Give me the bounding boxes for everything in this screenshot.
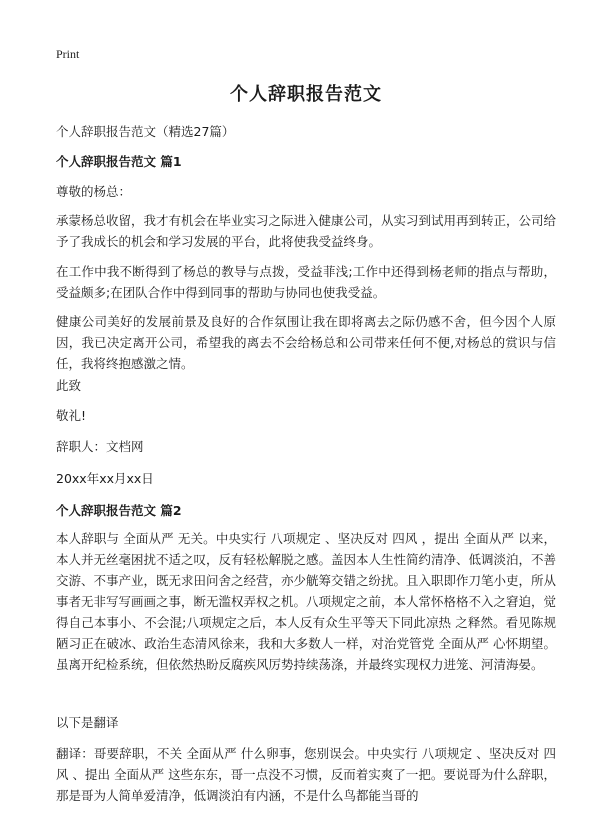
document-title: 个人辞职报告范文: [230, 84, 382, 105]
paragraph: 健康公司美好的发展前景及良好的合作氛围让我在即将离去之际仍感不舍，但今因个人原因，我已决定离开公司，希望我的离去不会给杨总和公司带来任何不便,对杨总的赏识与信任，我将终抱感激之情。: [56, 314, 556, 371]
section-heading: 个人辞职报告范文 篇2: [56, 503, 182, 518]
date-line: 20xx年xx月xx日: [56, 471, 154, 486]
paragraph: 以下是翻译: [56, 715, 119, 730]
closing-line: 敬礼!: [56, 408, 87, 423]
salutation: 尊敬的杨总：: [56, 184, 132, 199]
paragraph: 本人辞职与 全面从严 无关。中央实行 八项规定 、坚决反对 四风 ，提出 全面从严 以来，本人并无丝毫困扰不适之叹，反有轻松解脱之感。盖因本人生性简约清净、低调淡泊，不善交游、不事产业，既无求田问舍之经营，亦少觥筹交错之纷扰。且入职即作刀笔小吏，所从事者无非写写画画之事，断无滥权弄权之机。八项规定之前，本人常怀格格不入之窘迫，觉得自己本事小、不会混;八项规定之后，本人反有众生平等天下同此凉热 之释然。看见陈规陋习正在破冰、政治生态清风徐来，我和大多数人一样，对治党管党 全面从严 心怀期望。虽离开纪检系统，但依然热盼反腐疾风厉势持续荡涤，并最终实现权力进笼、河清海晏。: [56, 531, 557, 672]
signature-line: 辞职人：文档网: [56, 439, 144, 454]
document-subtitle: 个人辞职报告范文（精选27篇）: [56, 124, 235, 139]
section-heading: 个人辞职报告范文 篇1: [56, 154, 182, 169]
paragraph: 在工作中我不断得到了杨总的教导与点拨，受益菲浅;工作中还得到杨老师的指点与帮助，受益颇多;在团队合作中得到同事的帮助与协同也使我受益。: [56, 264, 556, 300]
paragraph: 翻译：哥要辞职，不关 全面从严 什么卵事，您别误会。中央实行 八项规定 、坚决反对 四风 、提出 全面从严 这些东东，哥一点没不习惯，反而着实爽了一把。要说哥为什么辞职，那是哥为人简单爱清净，低调淡泊有内涵，不是什么鸟都能当哥的: [56, 746, 556, 803]
closing-line: 此致: [56, 378, 82, 393]
paragraph: 承蒙杨总收留，我才有机会在毕业实习之际进入健康公司，从实习到试用再到转正，公司给予了我成长的机会和学习发展的平台，此将使我受益终身。: [56, 213, 557, 249]
print-label: Print: [56, 47, 80, 61]
